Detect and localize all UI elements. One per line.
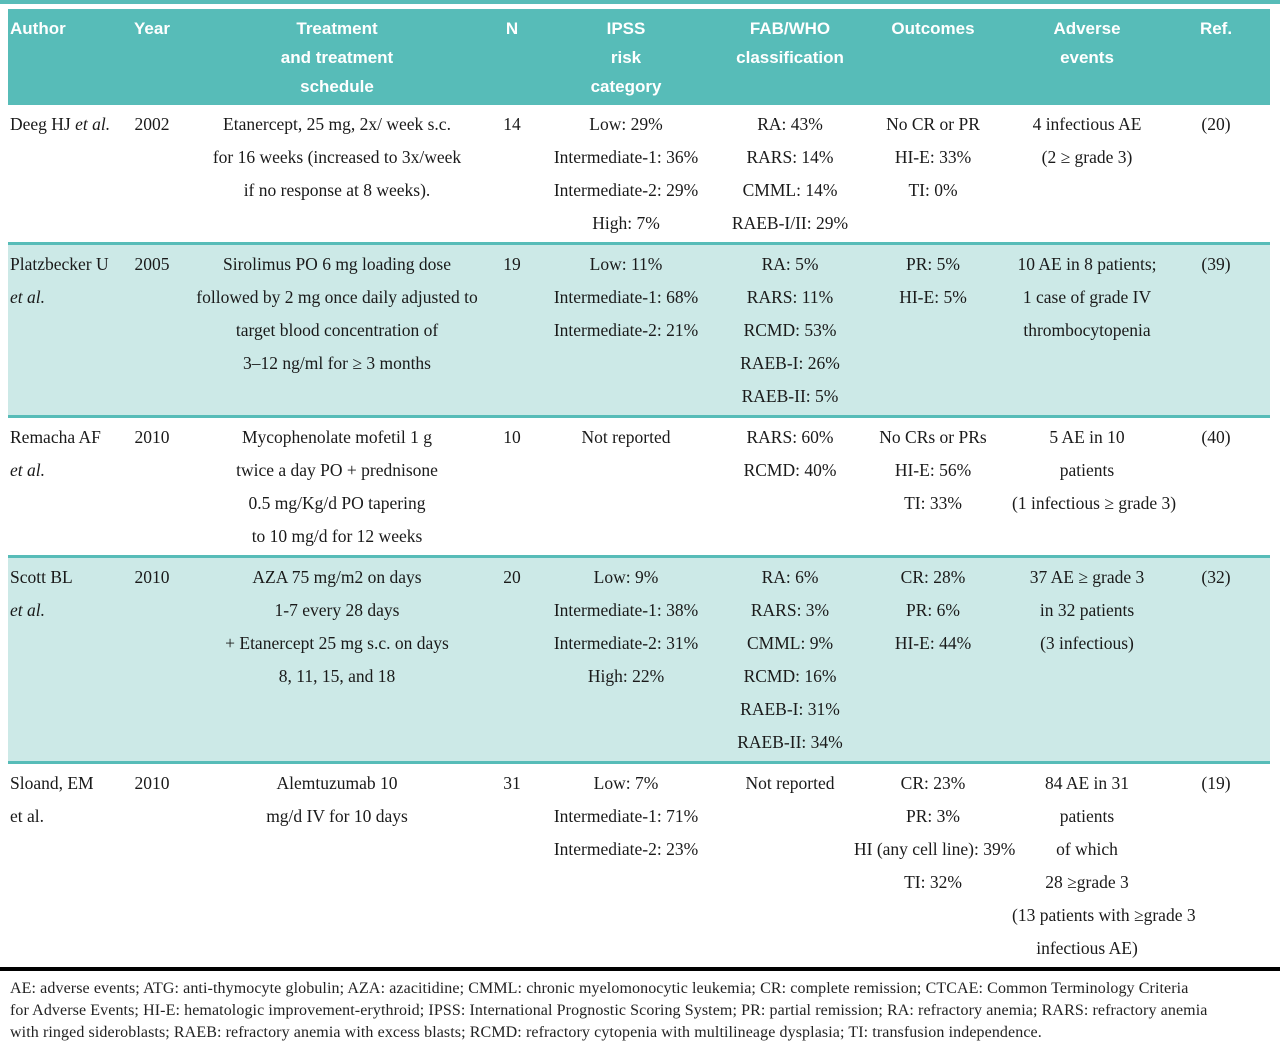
cell-line: Intermediate-2: 23% (553, 839, 699, 859)
cell-line: High: 22% (587, 666, 665, 686)
bottom-border-rule (0, 967, 1280, 971)
cell-treatment (176, 417, 498, 557)
cell-line: 28 ≥grade 3 (1045, 872, 1129, 892)
cell-outcomes (854, 244, 1012, 417)
column-header-line: Adverse (1053, 19, 1121, 38)
cell-line: RARS: 3% (750, 600, 830, 620)
cell-line: (39) (1201, 254, 1231, 274)
column-header-line: and treatment (280, 48, 394, 67)
cell-line: twice a day PO + prednisone (236, 460, 438, 480)
cell-line: Scott BL (10, 567, 73, 587)
cell-line: if no response at 8 weeks). (243, 180, 431, 200)
cell-outcomes (854, 105, 1012, 244)
cell-fab_who (726, 557, 854, 763)
cell-line: 0.5 mg/Kg/d PO tapering (248, 493, 426, 513)
cell-adverse_events (1012, 417, 1177, 557)
cell-author (8, 557, 128, 763)
cell-line: TI: 0% (908, 180, 958, 200)
cell-line: 37 AE ≥ grade 3 (1029, 567, 1145, 587)
et-al-italic: et al. (10, 287, 45, 307)
cell-line: 1-7 every 28 days (274, 600, 400, 620)
cell-line: No CR or PR (886, 114, 980, 134)
cell-line: Intermediate-2: 29% (553, 180, 699, 200)
cell-ipss (526, 105, 726, 244)
column-header-adverse_events (1012, 9, 1162, 105)
cell-line: RA: 43% (757, 114, 823, 134)
cell-ref (1162, 244, 1270, 417)
cell-line: Sloand, EM (10, 773, 94, 793)
cell-line: 20 (503, 567, 521, 587)
cell-adverse_events (1012, 763, 1196, 968)
cell-line: Low: 11% (589, 254, 663, 274)
cell-n (498, 105, 526, 244)
cell-line: High: 7% (592, 213, 660, 233)
study-row-5 (8, 763, 1270, 968)
cell-line: 8, 11, 15, and 18 (278, 666, 396, 686)
cell-line: to 10 mg/d for 12 weeks (251, 526, 423, 546)
cell-line: 19 (503, 254, 521, 274)
top-border-rule (0, 0, 1280, 4)
column-header-line: classification (736, 48, 844, 67)
cell-line: CMML: 14% (742, 180, 838, 200)
column-header-ipss (526, 9, 726, 105)
cell-line: et al. (10, 806, 45, 826)
cell-line: in 32 patients (1039, 600, 1135, 620)
cell-line: TI: 32% (904, 872, 962, 892)
cell-line: 2005 (134, 254, 170, 274)
cell-year (128, 763, 176, 968)
cell-line: Not reported (581, 427, 671, 447)
cell-n (498, 557, 526, 763)
cell-author (8, 417, 128, 557)
cell-author (8, 105, 128, 244)
cell-line: (40) (1201, 427, 1231, 447)
column-header-fab_who (726, 9, 854, 105)
cell-line: RAEB-I: 31% (740, 699, 840, 719)
cell-line: TI: 33% (904, 493, 962, 513)
cell-line: RAEB-I: 26% (740, 353, 840, 373)
cell-outcomes (854, 557, 1012, 763)
cell-line: 2010 (134, 427, 170, 447)
cell-n (498, 244, 526, 417)
cell-line: 1 case of grade IV (1022, 287, 1152, 307)
cell-line: RAEB-II: 5% (741, 386, 839, 406)
cell-line: RARS: 14% (746, 147, 834, 167)
cell-line: RCMD: 40% (743, 460, 837, 480)
cell-ref (1162, 763, 1270, 968)
cell-line: patients (1059, 460, 1115, 480)
cell-line: 3–12 ng/ml for ≥ 3 months (242, 353, 431, 373)
cell-line: (13 patients with ≥grade 3 (1012, 905, 1196, 925)
cell-line: Sirolimus PO 6 mg loading dose (223, 254, 451, 274)
study-row-2 (8, 244, 1270, 417)
cell-line: 5 AE in 10 (1049, 427, 1125, 447)
table-header (8, 9, 1270, 105)
cell-line: PR: 5% (906, 254, 960, 274)
cell-line: target blood concentration of (235, 320, 439, 340)
cell-line: 31 (503, 773, 521, 793)
cell-fab_who (726, 763, 854, 968)
cell-ipss (526, 557, 726, 763)
cell-line: thrombocytopenia (1023, 320, 1151, 340)
cell-line: of which (1056, 839, 1118, 859)
cell-fab_who (726, 244, 854, 417)
cell-line: PR: 3% (906, 806, 960, 826)
column-header-line: events (1060, 48, 1114, 67)
cell-line (10, 281, 128, 314)
cell-fab_who (726, 417, 854, 557)
cell-ipss (526, 763, 726, 968)
cell-line: 2010 (134, 567, 170, 587)
cell-treatment (176, 244, 498, 417)
cell-line: (19) (1201, 773, 1231, 793)
cell-line: patients (1059, 806, 1115, 826)
cell-line: infectious AE) (1036, 938, 1138, 958)
cell-line: followed by 2 mg once daily adjusted to (196, 287, 478, 307)
cell-line: HI (any cell line): 39% (854, 839, 1016, 859)
column-header-n (498, 9, 526, 105)
cell-line: (3 infectious) (1040, 633, 1134, 653)
cell-line: Etanercept, 25 mg, 2x/ week s.c. (223, 114, 451, 134)
cell-line: Platzbecker U (10, 254, 109, 274)
cell-line: PR: 6% (906, 600, 960, 620)
cell-line: RCMD: 16% (743, 666, 837, 686)
cell-ref (1162, 105, 1270, 244)
cell-line: (20) (1201, 114, 1231, 134)
cell-treatment (176, 105, 498, 244)
column-header-line: FAB/WHO (749, 19, 831, 38)
cell-line: CMML: 9% (746, 633, 834, 653)
cell-line: Mycophenolate mofetil 1 g (241, 427, 433, 447)
column-header-line: Outcomes (891, 19, 975, 38)
cell-line: Low: 7% (593, 773, 659, 793)
cell-line: mg/d IV for 10 days (266, 806, 408, 826)
footnote-line: for Adverse Events; HI-E: hematologic improvement-erythroid; IPSS: International Prognostic Scoring System; PR: partial remission; RA: refractory anemia; RARS: refractory anemia (10, 1002, 1208, 1019)
cell-author (8, 244, 128, 417)
cell-line: RAEB-I/II: 29% (731, 213, 849, 233)
cell-treatment (176, 557, 498, 763)
column-header-ref (1162, 9, 1270, 105)
cell-adverse_events (1012, 244, 1162, 417)
cell-line: Intermediate-2: 21% (553, 320, 699, 340)
column-header-line: Treatment (296, 19, 378, 38)
cell-line: Alemtuzumab 10 (276, 773, 398, 793)
cell-line: 2010 (134, 773, 170, 793)
column-header-line: risk (610, 48, 642, 67)
table-body (8, 105, 1270, 967)
cell-treatment (176, 763, 498, 968)
column-header-line: N (505, 19, 519, 38)
et-al-italic: et al. (10, 600, 45, 620)
cell-line: Intermediate-1: 38% (553, 600, 699, 620)
cell-line: Low: 9% (593, 567, 659, 587)
cell-ipss (526, 417, 726, 557)
cell-adverse_events (1012, 105, 1162, 244)
cell-ipss (526, 244, 726, 417)
column-header-line: schedule (300, 77, 374, 96)
cell-line: 4 infectious AE (1032, 114, 1142, 134)
cell-n (498, 417, 526, 557)
cell-year (128, 244, 176, 417)
studies-table (8, 9, 1270, 967)
study-row-3 (8, 417, 1270, 557)
et-al-italic: et al. (75, 114, 111, 134)
cell-line: RAEB-II: 34% (737, 732, 843, 752)
column-header-line: IPSS (606, 19, 646, 38)
column-header-line: category (590, 77, 662, 96)
column-header-line: Year (134, 19, 170, 38)
cell-line: No CRs or PRs (879, 427, 987, 447)
footnote-line: AE: adverse events; ATG: anti-thymocyte globulin; AZA: azacitidine; CMML: chronic myelomonocytic leukemia; CR: complete remission; CTCAE: Common Terminology Criteria (10, 980, 1189, 997)
cell-line: (1 infectious ≥ grade 3) (1012, 493, 1177, 513)
footnote-line: with ringed sideroblasts; RAEB: refractory anemia with excess blasts; RCMD: refractory cytopenia with multilineage dysplasia; TI: transfusion independence. (10, 1024, 1042, 1041)
cell-line: RARS: 60% (746, 427, 834, 447)
cell-line: 10 (503, 427, 521, 447)
column-header-year (128, 9, 176, 105)
column-header-treatment (176, 9, 498, 105)
cell-year (128, 557, 176, 763)
cell-line: RA: 6% (761, 567, 819, 587)
cell-line: CR: 28% (900, 567, 966, 587)
study-row-4 (8, 557, 1270, 763)
column-header-line: Author (10, 19, 66, 38)
cell-outcomes (854, 763, 1016, 968)
cell-line: (32) (1201, 567, 1231, 587)
cell-line: CR: 23% (900, 773, 966, 793)
cell-line: Low: 29% (589, 114, 663, 134)
cell-line: Intermediate-1: 36% (553, 147, 699, 167)
cell-line: + Etanercept 25 mg s.c. on days (225, 633, 449, 653)
cell-line: 14 (503, 114, 521, 134)
cell-line: Intermediate-2: 31% (553, 633, 699, 653)
column-header-outcomes (854, 9, 1012, 105)
cell-outcomes (854, 417, 1012, 557)
cell-line: 2002 (134, 114, 170, 134)
cell-ref (1162, 557, 1270, 763)
cell-line: AZA 75 mg/m2 on days (252, 567, 422, 587)
cell-line: Not reported (745, 773, 835, 793)
cell-line: HI-E: 44% (894, 633, 972, 653)
cell-n (498, 763, 526, 968)
cell-line: HI-E: 56% (894, 460, 972, 480)
column-header-line: Ref. (1199, 19, 1233, 38)
footnote-abbreviations (10, 978, 1280, 1044)
cell-line: Intermediate-1: 71% (553, 806, 699, 826)
cell-line: 10 AE in 8 patients; (1017, 254, 1157, 274)
cell-line: Intermediate-1: 68% (553, 287, 699, 307)
cell-year (128, 105, 176, 244)
et-al-italic: et al. (10, 460, 45, 480)
cell-line (10, 454, 128, 487)
cell-line (10, 594, 128, 627)
cell-line: Remacha AF (10, 427, 101, 447)
cell-line: (2 ≥ grade 3) (1041, 147, 1133, 167)
cell-line: Deeg HJ et al. (10, 114, 111, 134)
cell-line: for 16 weeks (increased to 3x/week (212, 147, 462, 167)
cell-ref (1162, 417, 1270, 557)
cell-line: RARS: 11% (746, 287, 834, 307)
cell-line: HI-E: 5% (899, 287, 967, 307)
cell-adverse_events (1012, 557, 1162, 763)
table-header-row (8, 9, 1270, 105)
cell-line: HI-E: 33% (894, 147, 972, 167)
column-header-author (8, 9, 128, 105)
cell-fab_who (726, 105, 854, 244)
cell-year (128, 417, 176, 557)
cell-line: 84 AE in 31 (1044, 773, 1130, 793)
cell-author (8, 763, 128, 968)
study-row-1 (8, 105, 1270, 244)
cell-line: RCMD: 53% (743, 320, 837, 340)
cell-line: RA: 5% (761, 254, 819, 274)
